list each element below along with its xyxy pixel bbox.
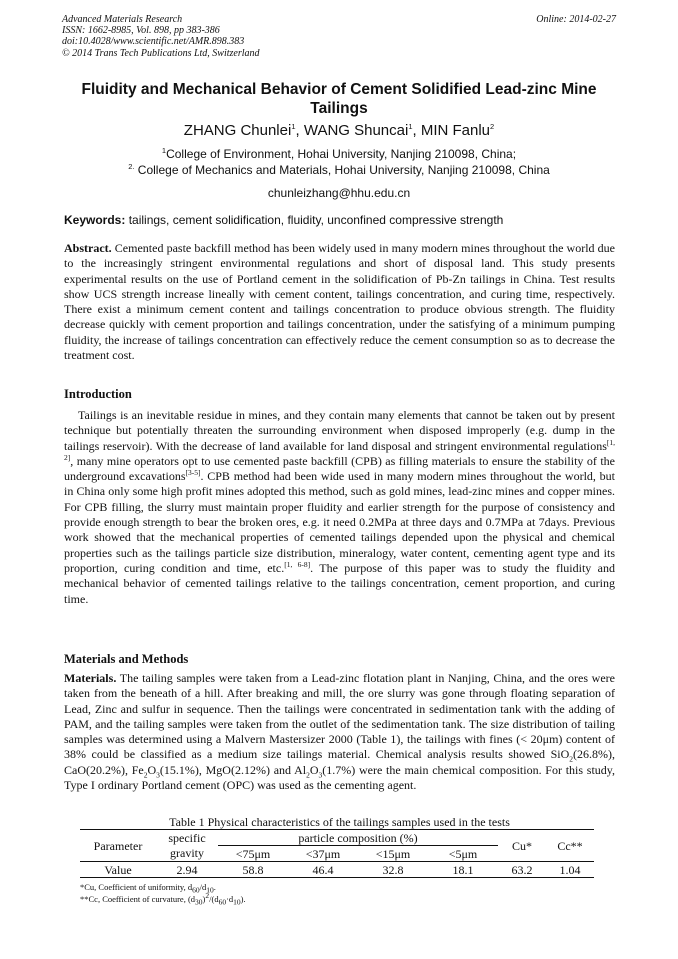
author-affiliation-mark: 2 [490, 122, 495, 131]
author-name: ZHANG Chunlei [183, 122, 292, 139]
affiliation-text: College of Mechanics and Materials, Hohai University, Nanjing 210098, China [137, 162, 550, 177]
citation: [1, 2] [64, 437, 615, 462]
materials-paragraph [64, 671, 615, 793]
affiliation-1 [60, 147, 618, 163]
footnote-text: ·d [226, 894, 234, 904]
subscript: 60 [218, 897, 227, 907]
materials-text: O [147, 762, 157, 777]
subscript: 3 [318, 770, 323, 780]
introduction-paragraph [64, 408, 615, 607]
size-header: <75μm [235, 846, 271, 861]
footnote-text: . [213, 882, 216, 892]
particle-composition-header: particle composition (%) [218, 830, 498, 846]
footnote-text: /d [199, 882, 207, 892]
journal-name: Advanced Materials Research [62, 14, 183, 25]
table-cell: 46.4 [288, 862, 358, 878]
subscript: 3 [156, 770, 160, 780]
author-list: ZHANG Chunlei$^1$, WANG Shuncai$^1$, MIN Fanlu$^2$ [183, 122, 495, 139]
abstract-text: Cemented paste backfill method has been widely used in many modern mines throughout the world due to the increasingly stringent environmental regulations and short of disposal land. This study presents experimental results on the use of Portland cement in the solidification of Pb-Zn tailings in China. Test results show UCS strength increase lineally with cement content, tailings concentration, and curing time, respectively. There exist a minimum cement content and tailings concentration to produce obvious strength. The fluidity decrease quickly with cement proportion and tailings concentration, under the satisfying of a minimum pumping fluidity, the increase of tailings concentration can effectively reduce the cement consumption so as to decrease the treatment cost. [64, 241, 616, 363]
keywords-text: tailings, cement solidification, fluidity, unconfined compressive strength [128, 213, 504, 227]
citation: [1, 6-8] [284, 559, 311, 569]
abstract [64, 241, 615, 363]
paper-title [60, 80, 618, 118]
table-footnote-cc [80, 891, 246, 907]
affiliation-text: College of Environment, Hohai University, Nanjing 210098, China; [166, 147, 517, 161]
affiliation-2 [60, 163, 618, 179]
author-name: MIN Fanlu [420, 122, 491, 139]
footnote-text: /(d [209, 894, 219, 904]
properties-table [80, 829, 594, 878]
materials-text: (1.7%) were the main chemical composition. For this study, Type I ordinary Portland cement (OPC) was used as the cementing agent. [64, 762, 616, 793]
intro-text: . The purpose of this paper was to study the fluidity and mechanical behavior of cemented tailings relative to the tailings concentration, cement proportion, and curing time. [64, 560, 615, 606]
table-cell: 18.1 [428, 862, 498, 878]
table-caption: Table 1 Physical characteristics of the tailings samples used in the tests [169, 815, 510, 829]
cu-header: Cu* [498, 830, 546, 862]
table-header-row [80, 830, 594, 846]
author-affiliation-mark: 1 [291, 122, 296, 131]
subscript: 60 [192, 885, 200, 895]
affiliation-mark: 2. [128, 161, 135, 171]
author-name: WANG Shuncai [303, 122, 409, 139]
materials-text: (26.8%), CaO(20.2%), Fe [64, 747, 615, 777]
footnote-text: ). [240, 894, 246, 904]
table-cell: 1.04 [546, 862, 594, 878]
subscript: 10 [233, 897, 241, 907]
journal-header [62, 14, 616, 59]
intro-text: Tailings is an inevitable residue in mines, and they contain many elements that cannot be taken out by present technique but potentially threaten the surrounding environment when disposed improperly (e.g. dump in the tailings reservoir). With the decrease of land available for land disposal and stringent environmental regulations [64, 408, 615, 453]
table-cell: 63.2 [498, 862, 546, 878]
subscript: 2 [569, 754, 573, 764]
subscript: 2 [306, 770, 310, 780]
materials-text: (15.1%), MgO(2.12%) and Al [159, 762, 307, 777]
materials-text: O [309, 762, 319, 777]
cc-header: Cc** [546, 830, 594, 862]
copyright-line: © 2014 Trans Tech Publications Ltd, Switzerland [62, 47, 260, 59]
affiliation-mark: 1 [161, 146, 167, 155]
abstract-label: Abstract. [64, 241, 112, 255]
specific-gravity-header: gravity [170, 846, 204, 861]
materials-label: Materials. [64, 671, 117, 685]
table-cell: 32.8 [358, 862, 428, 878]
footnote-text: ) [202, 894, 206, 904]
size-header: <37μm [305, 846, 341, 861]
table-cell: 2.94 [156, 862, 218, 878]
issn-line: ISSN: 1662-8985, Vol. 898, pp 383-386 [62, 25, 220, 37]
doi-line: doi:10.4028/www.scientific.net/AMR.898.383 [62, 36, 245, 48]
section-heading-materials-methods: Materials and Methods [64, 652, 189, 666]
author-affiliation-mark: 1 [408, 122, 413, 131]
table-footnote-cu [80, 882, 216, 895]
online-date: Online: 2014-02-27 [536, 14, 616, 25]
size-header: <5μm [448, 846, 478, 861]
subscript: 2 [143, 770, 148, 780]
keywords-label: Keywords: [64, 213, 126, 227]
table-row [80, 862, 594, 878]
intro-text: , many mine operators opt to use cemented paste backfill (CPB) as filling materials to ensure the stability of the underground excavations [64, 453, 615, 484]
row-label: Value [80, 862, 156, 878]
citation: [3-5] [185, 468, 201, 478]
section-heading-introduction: Introduction [64, 387, 132, 401]
subscript: 30 [195, 897, 203, 907]
footnote-text: **Cc, Coefficient of curvature, (d [80, 894, 196, 904]
title-line-1: Fluidity and Mechanical Behavior of Cement Solidified Lead-zinc Mine [81, 81, 597, 98]
superscript: 2 [205, 891, 210, 901]
footnote-text: *Cu, Coefficient of uniformity, d [80, 882, 193, 892]
keywords [64, 213, 618, 227]
subscript: 10 [206, 885, 214, 895]
title-line-2: Tailings [310, 100, 368, 117]
size-header: <15μm [375, 846, 411, 861]
specific-gravity-header: specific [156, 830, 218, 846]
parameter-header: Parameter [80, 830, 156, 862]
table-cell: 58.8 [218, 862, 288, 878]
author-email: chunleizhang@hhu.edu.cn [267, 186, 411, 200]
intro-text: . CPB method had been wide used in many modern mines throughout the world, but in China only some high profit mines adopted this method, such as gold mines, lead-zinc mines and copper mines. For CPB filling, the slurry must maintain proper fluidity and earlier strength for the purpose of consistency and provide enough strength to bear the broken ores, e.g. it need 0.2MPa at three days and 0.7MPa at 7days. Previous work showed that the mechanical properties of cemented tailings depended upon the physical and chemical properties such as the tailings particle size distribution, mineralogy, water content, cementing agent type and its proportion, curing condition and time, etc. [64, 469, 615, 575]
materials-text: The tailing samples were taken from a Lead-zinc flotation plant in Nanjing, China, and the ores were taken from the beneath of a hill. After breaking and mill, the ore slurry was gone through floating separation of Lead, Zinc and sulfur in sequence. Then the tailings were concentrated in sedimentation tank with the adding of PAM, and the tailing samples were taken from the outlet of the sedimentation tank. The size distribution of tailing samples was determined using a Malvern Mastersizer 2000 (Table 1), the tailings with fines (< 20μm) content of 38% could be classified as a medium size tailings material. Chemical analysis results showed SiO [64, 671, 616, 762]
affiliations [60, 147, 618, 178]
